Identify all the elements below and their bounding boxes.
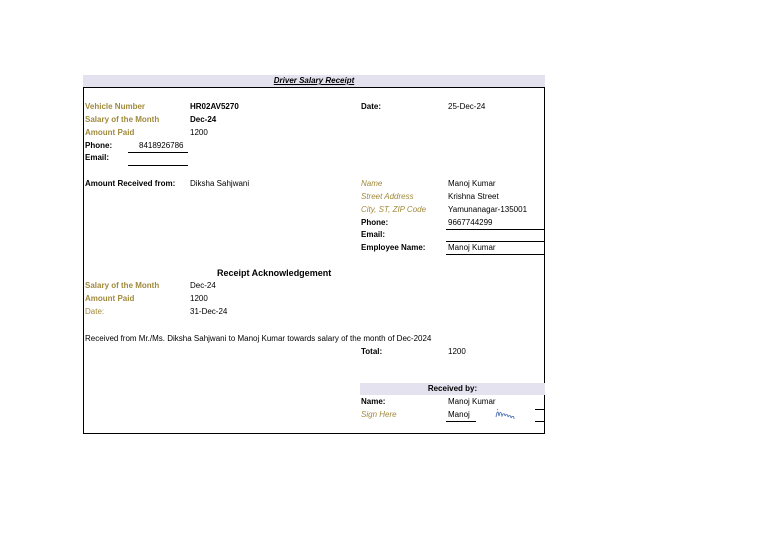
ack-salary-month-label: Salary of the Month (85, 281, 160, 290)
total-value: 1200 (448, 347, 466, 356)
ack-date-value: 31-Dec-24 (190, 307, 228, 316)
handwritten-signature-icon (494, 407, 516, 421)
city-zip-label: City, ST, ZIP Code (361, 205, 427, 214)
ack-amount-value: 1200 (190, 294, 208, 303)
employee-name-value: Manoj Kumar (448, 243, 496, 252)
city-zip-value: Yamunanagar-135001 (448, 205, 528, 214)
receipt-title: Driver Salary Receipt (273, 76, 355, 85)
sign-value: Manoj (448, 410, 470, 419)
amount-paid-value: 1200 (190, 128, 208, 137)
driver-email-label: Email: (85, 153, 110, 162)
sign-here-label: Sign Here (361, 410, 397, 419)
date-value: 25-Dec-24 (448, 102, 486, 111)
employee-email-label: Email: (361, 230, 386, 239)
sign-value-underline (446, 421, 476, 422)
vehicle-number-label: Vehicle Number (85, 102, 146, 111)
received-from-value: Diksha Sahjwani (190, 179, 250, 188)
received-by-heading: Received by: (427, 384, 478, 393)
amount-paid-label: Amount Paid (85, 128, 135, 137)
employee-name-field-value: Manoj Kumar (448, 179, 496, 188)
employee-name-field-label: Name (361, 179, 383, 188)
employee-phone-value: 9667744299 (448, 218, 493, 227)
received-by-name-value: Manoj Kumar (448, 397, 496, 406)
employee-phone-label: Phone: (361, 218, 389, 227)
sign-line-lower (535, 421, 545, 422)
ack-date-label: Date: (85, 307, 105, 316)
receipt-statement: Received from Mr./Ms. Diksha Sahjwani to Manoj Kumar towards salary of the month of Dec-2024 (85, 334, 432, 343)
received-by-name-label: Name: (361, 397, 386, 406)
employee-name-label: Employee Name: (361, 243, 426, 252)
salary-month-value: Dec-24 (190, 115, 217, 124)
received-from-label: Amount Received from: (85, 179, 176, 188)
employee-phone-underline (446, 229, 545, 230)
sign-line-upper (535, 409, 545, 410)
receipt-title-bar (83, 75, 545, 88)
received-by-bar (360, 383, 545, 395)
acknowledgement-heading: Receipt Acknowledgement (217, 268, 332, 278)
date-label: Date: (361, 102, 382, 111)
driver-phone-label: Phone: (85, 141, 113, 150)
employee-email-underline (446, 241, 545, 242)
employee-name-underline (446, 254, 545, 255)
ack-amount-label: Amount Paid (85, 294, 135, 303)
driver-phone-value: 8418926786 (139, 141, 184, 150)
ack-salary-month-value: Dec-24 (190, 281, 216, 290)
salary-month-label: Salary of the Month (85, 115, 160, 124)
driver-phone-underline (128, 152, 188, 153)
street-address-value: Krishna Street (448, 192, 499, 201)
total-label: Total: (361, 347, 383, 356)
street-address-label: Street Address (361, 192, 414, 201)
driver-email-underline (128, 165, 188, 166)
vehicle-number-value: HR02AV5270 (190, 102, 239, 111)
